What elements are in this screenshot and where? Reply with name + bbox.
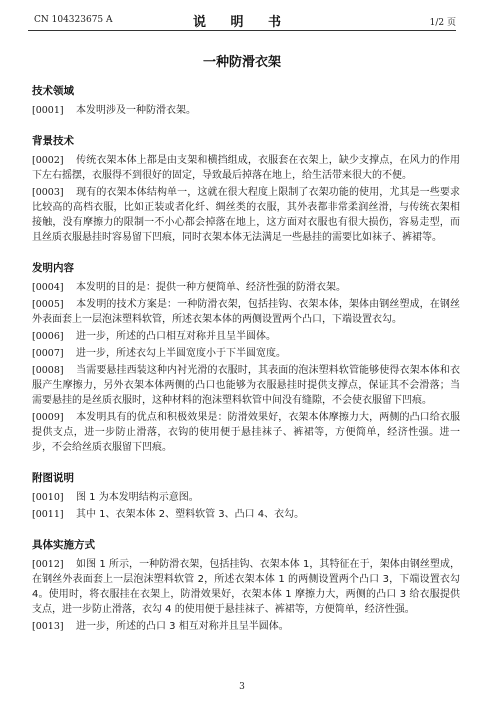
paragraph-text: 本发明具有的优点和积极效果是：防滑效果好，衣架本体摩擦力大，两侧的凸口给衣服提供支点，进一步防止滑落，衣钩的使用便于悬挂袜子、裤裙等，方便简单，经济性强。进一步，不会给丝质衣服留下凹痕。 [32, 412, 460, 453]
section [32, 538, 460, 634]
paragraph-number: [0009] [32, 412, 64, 423]
paragraph [32, 329, 460, 344]
paragraph [32, 153, 460, 183]
paragraph-number: [0011] [32, 509, 64, 520]
paragraph-text: 传统衣架本体上都是由支架和横挡组成，衣服套在衣架上，缺少支撑点，在风力的作用下左右摇摆，衣服得不到很好的固定，导致最后掉落在地上，给生活带来很大的不便。 [32, 155, 460, 181]
paragraph-number: [0008] [32, 365, 64, 376]
section [32, 261, 460, 455]
section [32, 471, 460, 522]
paragraph-number: [0013] [32, 621, 64, 632]
paragraph-text: 当需要悬挂西装这种内衬光滑的衣服时，其表面的泡沫塑料软管能够使得衣架本体和衣服产生摩擦力，另外衣架本体两侧的凸口也能够为衣服悬挂时提供支撑点，保证其不会滑落；当需要悬挂的是丝质衣服时，这种材料的泡沫塑料软管中间没有缝隙，不会使衣服留下凹痕。 [32, 365, 460, 406]
paragraph-text: 进一步，所述衣勾上半圆宽度小于下半圆宽度。 [76, 348, 286, 359]
paragraph-text: 本发明的技术方案是：一种防滑衣架，包括挂钩、衣架本体，架体由钢丝塑成，在钢丝外表面套上一层泡沫塑料软管，所述衣架本体的两侧设置两个凸口，下端设置衣勾。 [32, 299, 460, 325]
paragraph [32, 346, 460, 361]
paragraph-text: 进一步，所述的凸口相互对称并且呈半圆体。 [76, 331, 276, 342]
paragraph-number: [0012] [32, 559, 64, 570]
paragraph-number: [0010] [32, 492, 64, 503]
paragraph-number: [0001] [32, 105, 64, 116]
publication-number: CN 104323675 A [34, 15, 113, 25]
section-heading: 发明内容 [32, 262, 74, 274]
paragraph-number: [0003] [32, 187, 64, 198]
paragraph-number: [0005] [32, 299, 64, 310]
page-title: 一种防滑衣架 [202, 55, 281, 70]
section-heading: 具体实施方式 [32, 539, 95, 551]
paragraph [32, 507, 460, 522]
paragraph-text: 本发明涉及一种防滑衣架。 [76, 105, 196, 116]
paragraph-number: [0002] [32, 155, 64, 166]
paragraph-number: [0004] [32, 282, 64, 293]
paragraph-number: [0006] [32, 331, 64, 342]
paragraph-text: 图 1 为本发明结构示意图。 [76, 492, 199, 503]
section-heading: 附图说明 [32, 472, 74, 484]
paragraph [32, 297, 460, 327]
document-body [32, 84, 460, 636]
document-type: 说 明 书 [192, 15, 292, 30]
paragraph [32, 619, 460, 634]
paragraph-text: 本发明的目的是：提供一种方便简单、经济性强的防滑衣架。 [76, 282, 346, 293]
section [32, 134, 460, 245]
page-number: 3 [239, 682, 245, 692]
paragraph [32, 557, 460, 617]
paragraph [32, 185, 460, 245]
section-heading: 背景技术 [32, 135, 74, 147]
paragraph [32, 280, 460, 295]
paragraph [32, 363, 460, 408]
page-indicator: 1/2 页 [429, 18, 456, 28]
paragraph [32, 490, 460, 505]
paragraph-text: 现有的衣架本体结构单一，这就在很大程度上限制了衣架功能的使用，尤其是一些要求比较高的高档衣服，比如正装或者化纤、绸丝类的衣服，其外表都非常柔润丝滑，与传统衣架相接触，没有摩擦力的限制一不小心都会掉落在地上，这方面对衣服也有很大损伤，容易走型，而且丝质衣服悬挂时容易留下凹痕，同时衣架本体无法满足一些悬挂的需要比如袜子、裤裙等。 [32, 187, 460, 243]
paragraph [32, 410, 460, 455]
paragraph-number: [0007] [32, 348, 64, 359]
paragraph-text: 进一步，所述的凸口 3 相互对称并且呈半圆体。 [76, 621, 289, 632]
paragraph-text: 其中 1、衣架本体 2、塑料软管 3、凸口 4、衣勾。 [76, 509, 305, 520]
section [32, 84, 460, 118]
header-divider [28, 30, 456, 31]
paragraph-text: 如图 1 所示，一种防滑衣架，包括挂钩、衣架本体 1，其特征在于，架体由钢丝塑成，在钢丝外表面套上一层泡沫塑料软管 2，所述衣架本体 1 的两侧设置两个凸口 3，下端设置衣勾 4。使用时，将衣服挂在衣架上，防滑效果好，衣架本体 1 摩擦力大，两侧的凸口 3 给衣服提供支点，进一步防止滑落，衣勾 4 的使用便于悬挂袜子、裤裙等，方便简单，经济性强。 [32, 559, 460, 615]
section-heading: 技术领域 [32, 85, 74, 97]
paragraph [32, 103, 460, 118]
